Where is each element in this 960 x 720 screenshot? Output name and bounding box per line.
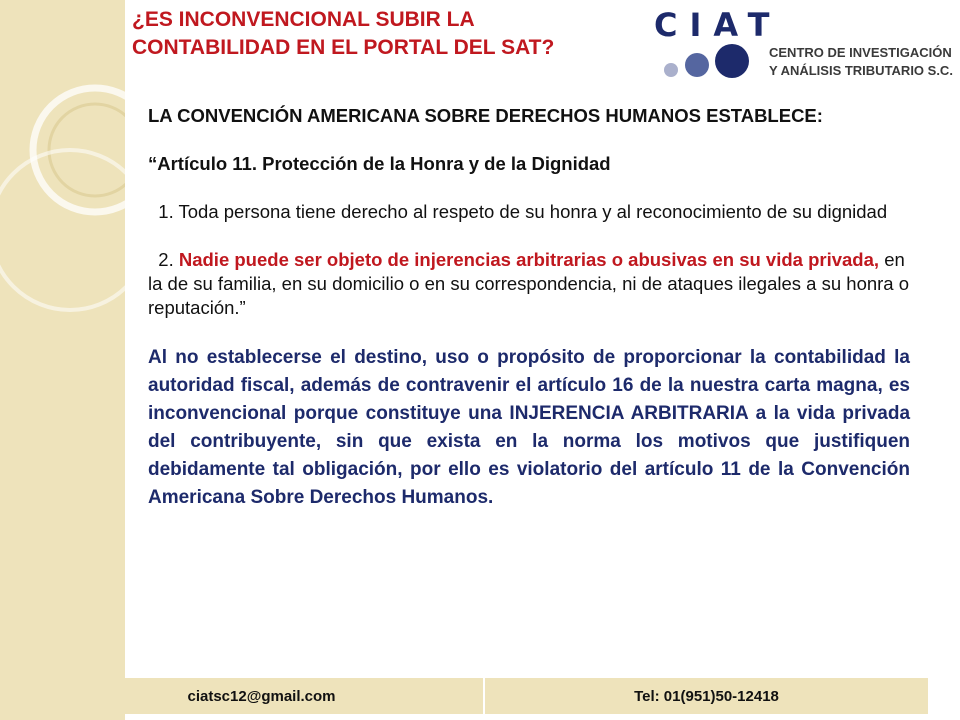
footer-email: ciatsc12@gmail.com (40, 678, 485, 714)
decorative-side-band (0, 0, 125, 720)
conclusion-emphasis: INJERENCIA ARBITRARIA (509, 403, 749, 424)
logo-dot-medium (685, 53, 709, 77)
decorative-swirl-graphic (0, 0, 125, 720)
section-heading: LA CONVENCIÓN AMERICANA SOBRE DERECHOS HUMANOS ESTABLECE: (148, 105, 823, 126)
logo-wordmark: CIAT (654, 6, 782, 44)
logo-dot-large (715, 44, 749, 78)
article-point-1 (148, 200, 910, 224)
footer-bar (40, 678, 928, 714)
logo-subtitle-line2: Y ANÁLISIS TRIBUTARIO S.C. (769, 63, 953, 78)
logo-subtitle-line1: CENTRO DE INVESTIGACIÓN (769, 45, 952, 60)
article-title: “Artículo 11. Protección de la Honra y de la Dignidad (148, 153, 611, 174)
point-2-rest: en la de su familia, en su domicilio o en su correspondencia, ni de ataques ilegales a su honra o reputación.” (148, 249, 910, 318)
conclusion-part-1: Al no establecerse el destino, uso o propósito de proporcionar la contabilidad la autoridad fiscal, además de contravenir el artículo 16 de la nuestra carta magna, es inconvencional porque constituye una (148, 347, 910, 424)
conclusion-paragraph (148, 344, 910, 512)
conclusion-part-2: a la vida privada del contribuyente, sin que exista en la norma los motivos que justifiquen debidamente tal obligación, por ello es violatorio del artículo 11 de la Convención Americana Sobre Derechos Humanos. (148, 403, 911, 508)
logo-dot-small (664, 63, 678, 77)
page-title: ¿ES INCONVENCIONAL SUBIR LA CONTABILIDAD EN EL PORTAL DEL SAT? (132, 8, 555, 59)
logo-subtitle (769, 44, 959, 80)
point-2-number: 2. (158, 249, 174, 270)
ciat-logo (652, 8, 952, 78)
point-2-highlight: Nadie puede ser objeto de injerencias arbitrarias o abusivas en su vida privada, (178, 249, 880, 270)
footer-phone: Tel: 01(951)50-12418 (634, 687, 779, 705)
article-point-2 (148, 248, 910, 320)
point-1-text: 1. Toda persona tiene derecho al respeto de su honra y al reconocimiento de su dignidad (158, 201, 888, 222)
slide-content (148, 104, 910, 512)
